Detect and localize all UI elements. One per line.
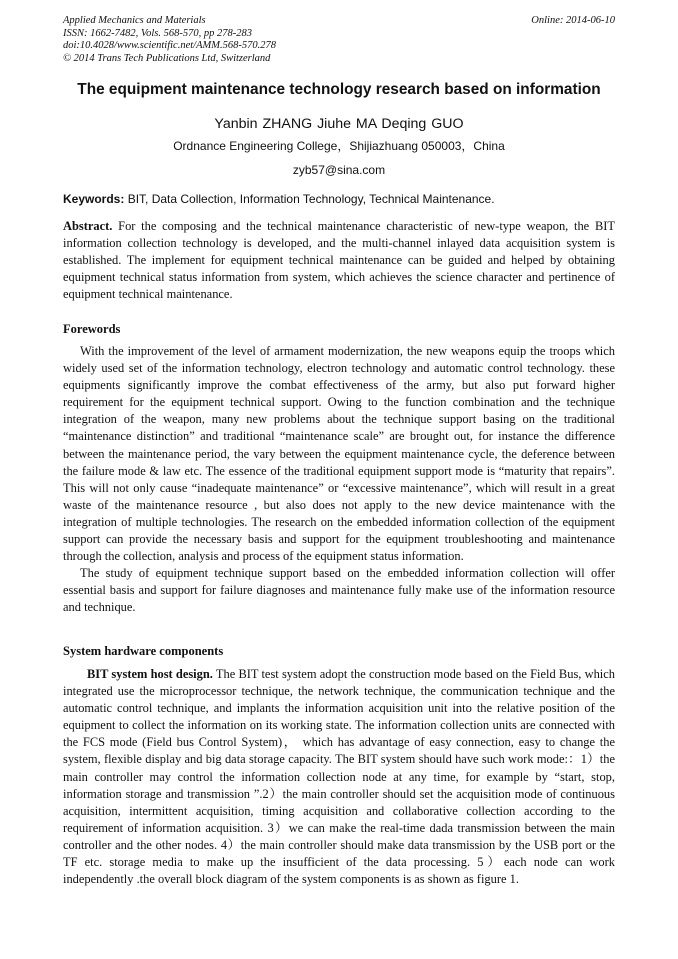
section-heading-hardware: System hardware components — [63, 644, 224, 658]
journal-header — [63, 15, 483, 65]
abstract-text: For the composing and the technical maintenance characteristic of new-type weapon, the BIT information collection technology is developed, and the multi-channel inlayed data acquisition system is established. The implement for equipment technical maintenance can be guided and helped by obtaining equipment technical status information from system, which achieves the science character and pertinence of equipment technical maintenance. — [63, 219, 615, 302]
hardware-paragraph: The BIT test system adopt the construction mode based on the Field Bus, which integrated use the microprocessor technique, the network technique, the communication technique and the automatic control technique, and implants the information acquisition unit into the relative position of the equipment to collect the information on its working state. The information collection units are connected with the FCS mode (Field bus Control System)， which has advantage of easy connection, easy to change the system, flexible display and big data storage capacity. The BIT system should have such work mode:：1）the main controller may control the information collection node at any time, for example by “start, stop, information storage and transmission ”.2）the main controller should set the acquisition mode of continuous acquisition, intermittent acquisition, timing acquisition and collaborative collection according to the requirement of information acquisition. 3）we can make the real-time dada transmission between the main controller and the other nodes. 4）the main controller should make data transmission by the USB port or the TF etc. storage media to make up the insufficient of the data processing. 5）each node can work independently .the overall block diagram of the system components is as shown as figure 1. — [63, 667, 616, 887]
bit-host-design-lead: BIT system host design. — [87, 667, 213, 681]
keywords — [63, 192, 623, 207]
forewords-paragraph-2: The study of equipment technique support based on the embedded information collection will offer essential basis and support for failure diagnoses and maintenance fully make use of the information resource and technique. — [63, 566, 615, 615]
abstract — [63, 218, 615, 303]
abstract-label: Abstract. — [63, 219, 113, 233]
forewords-section — [63, 343, 615, 617]
forewords-paragraph-1: With the improvement of the level of armament modernization, the new weapons equip the troops which widely used set of the information technology, electron technology and automatic control technology. these equipments significantly improve the combat effectiveness of the army, but also put forward higher requirement for the equipment technical support. Owing to the function combination and the technique integration of the weapon, many new problems about the technique support basing on the traditional “maintenance distinction” and traditional “maintenance scale” are brought out, for instance the difference between the maintenance period, the vary between the equipment maintenance cycle, the deference between the failure mode & law etc. The essence of the traditional equipment support mode is “maturity that repairs”. This will not only cause “inadequate maintenance” or “excessive maintenance”, which will result in a great waste of the maintenance resource , but also does not apply to the new device maintenance with the integration of multiple technologies. The research on the embedded information collection of the equipment support can provide the necessary basis and support for the equipment troubleshooting and maintenance through the collection, analysis and process of the equipment status information. — [63, 344, 615, 564]
author-list: Yanbin ZHANG Jiuhe MA Deqing GUO — [214, 116, 464, 132]
paper-title: The equipment maintenance technology research based on information — [77, 81, 601, 98]
copyright-line: © 2014 Trans Tech Publications Ltd, Switzerland — [63, 52, 271, 64]
section-heading-forewords: Forewords — [63, 322, 121, 336]
hardware-section — [63, 666, 615, 888]
email-address: zyb57@sina.com — [292, 163, 386, 177]
doi-line: doi:10.4028/www.scientific.net/AMM.568-570.278 — [63, 40, 276, 52]
issn-line: ISSN: 1662-7482, Vols. 568-570, pp 278-283 — [63, 27, 252, 39]
keywords-text: BIT, Data Collection, Information Technology, Technical Maintenance. — [124, 192, 495, 206]
affiliation: Ordnance Engineering College，Shijiazhuang 050003，China — [173, 139, 505, 153]
online-date: Online: 2014-06-10 — [531, 15, 615, 26]
journal-name: Applied Mechanics and Materials — [63, 15, 206, 26]
keywords-label: Keywords: — [63, 192, 125, 206]
